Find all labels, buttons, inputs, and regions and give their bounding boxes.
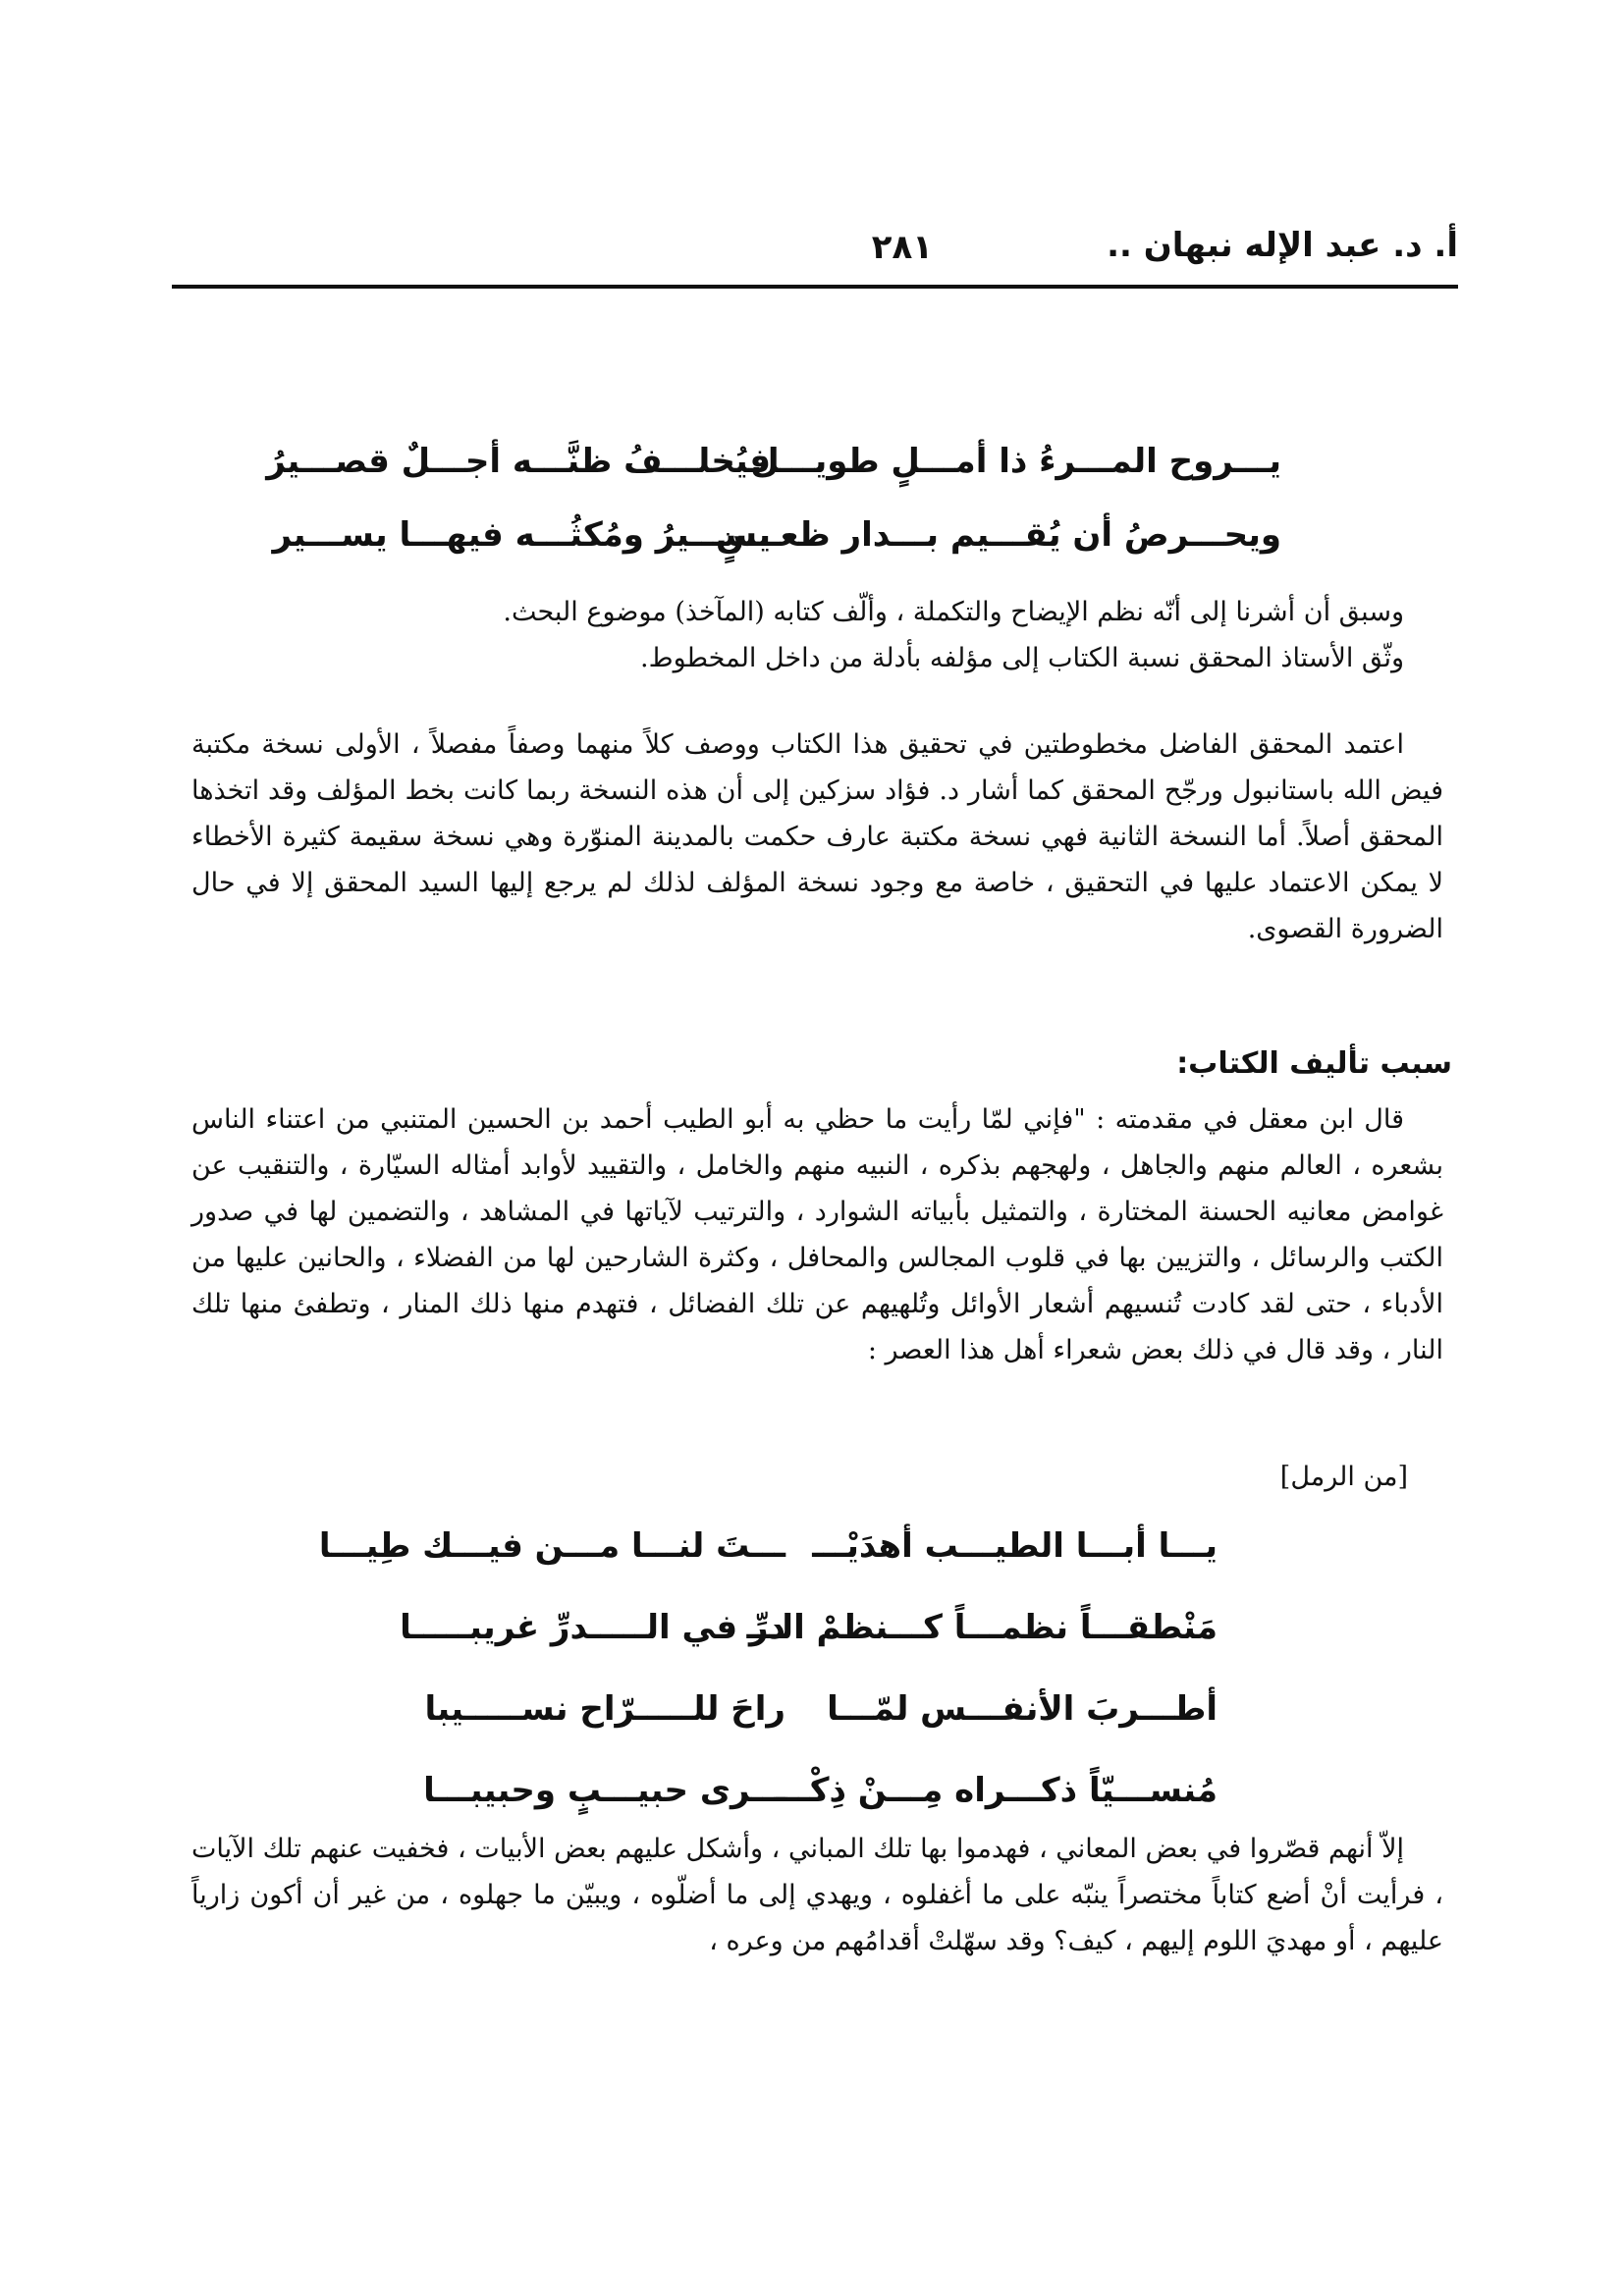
paragraph: قال ابن معقل في مقدمته : "فإني لمّا رأيت ما حظي به أبو الطيب أحمد بن الحسين المتنبي من اعتناء الناس بشعره ، العالم منهم والجاهل ، ولهجهم بذكره ، النبيه منهم والخامل ، والتقييد لأوابد أمثاله السيّارة ، والتنقيب عن غوامض معانيه الحسنة المختارة ، والتمثيل بأبياته الشوارد ، والترتيب لآياتها في المشاهد ، والتضمين لها في صدور الكتب والرسائل ، والتزيين بها في قلوب المجالس والمحافل ، وكثرة الشارحين لها من الفضلاء ، والحانين عليها من الأدباء ، حتى لقد كادت تُنسيهم أشعار الأوائل وتُلهيهم عن تلك الفضائل ، فتهدم منها ذلك المنار ، وتطفئ منها تلك النار ، وقد قال في ذلك بعض شعراء أهل هذا العصر : <box>191 1104 1443 1365</box>
verse-first-hemistich: مَنْطقـــاً نظمـــاً كـــنظمْ الـــ <box>746 1608 1218 1647</box>
paragraph: وسبق أن أشرنا إلى أنّه نظم الإيضاح والتكملة ، وألّف كتابه (المآخذ) موضوع البحث. <box>503 597 1404 627</box>
paragraph-group-1 <box>191 589 1443 681</box>
verse-second-hemistich: فيُخلـــفُ ظنَّـــه أجـــلٌ قصـــيرُ <box>266 442 771 481</box>
verse-line <box>266 432 1281 506</box>
verse-second-hemistich: ـــتَ لنـــا مـــن فيـــك طِيـــا <box>318 1526 785 1566</box>
verse-line <box>318 1517 1218 1598</box>
header-divider <box>172 285 1458 289</box>
verse-second-hemistich: درِّ في الـــــدرِّ غريبـــــا <box>400 1608 785 1647</box>
verse-second-hemistich: ـــرى حبيـــبٍ وحبيبـــا <box>423 1771 785 1810</box>
page-number: ٢٨١ <box>871 228 933 267</box>
verse-first-hemistich: أطـــربَ الأنفـــس لمّـــا <box>827 1689 1218 1729</box>
verse-line <box>400 1598 1218 1680</box>
poem-top <box>266 432 1281 579</box>
paragraph: إلاّ أنهم قصّروا في بعض المعاني ، فهدموا بها تلك المباني ، وأشكل عليهم بعض الأبيات ، فخفيت عنهم تلك الآيات ، فرأيت أنْ أضع كتاباً مختصراً ينبّه على ما أغفلوه ، ويهدي إلى ما أضلّوه ، ويبيّن ما جهلوه ، من غير أن أكون زارياً عليهم ، أو مهديَ اللوم إليهم ، كيف؟ وقد سهّلتْ أقدامُهم من وعره ، <box>191 1834 1443 1956</box>
running-header <box>172 218 1458 277</box>
meter-label: [من الرمل] <box>1279 1462 1408 1492</box>
verse-second-hemistich: يســـيرُ ومُكثُـــه فيهـــا يســـير <box>272 515 771 555</box>
verse-second-hemistich: راحَ للـــــرّاح نســـــيبا <box>424 1689 785 1729</box>
verse-first-hemistich: ويحـــرصُ أن يُقـــيم بـــدار ظعـــنٍ <box>716 515 1281 555</box>
verse-line <box>424 1680 1218 1761</box>
paragraph-manuscripts <box>191 721 1443 952</box>
paragraph: اعتمد المحقق الفاضل مخطوطتين في تحقيق هذا الكتاب ووصف كلاً منهما وصفاً مفصلاً ، الأولى نسخة مكتبة فيض الله باستانبول ورجّح المحقق كما أشار د. فؤاد سزكين إلى أن هذه النسخة ربما كانت بخط المؤلف وقد اتخذها المحقق أصلاً. أما النسخة الثانية فهي نسخة مكتبة عارف حكمت بالمدينة المنوّرة وهي نسخة سقيمة كثيرة الأخطاء لا يمكن الاعتماد عليها في التحقيق ، خاصة مع وجود نسخة المؤلف لذلك لم يرجع إليها السيد المحقق إلا في حال الضرورة القصوى. <box>191 729 1443 944</box>
paragraph-closing <box>191 1826 1443 1964</box>
poem-middle <box>318 1517 1218 1842</box>
section-heading: سبب تأليف الكتاب: <box>1176 1046 1452 1081</box>
paragraph-quote <box>191 1096 1443 1373</box>
verse-first-hemistich: مُنســـيّاً ذكـــراه مِـــنْ ذِكْـــ <box>775 1771 1218 1810</box>
header-author: أ. د. عبد الإله نبهان .. <box>1107 226 1458 265</box>
verse-first-hemistich: يـــروح المـــرءُ ذا أمـــلٍ طويـــل <box>750 442 1281 481</box>
verse-line <box>272 506 1281 579</box>
verse-first-hemistich: يـــا أبـــا الطيـــب أهدَيْـــ <box>812 1526 1218 1566</box>
paragraph: وثّق الأستاذ المحقق نسبة الكتاب إلى مؤلفه بأدلة من داخل المخطوط. <box>640 643 1404 673</box>
